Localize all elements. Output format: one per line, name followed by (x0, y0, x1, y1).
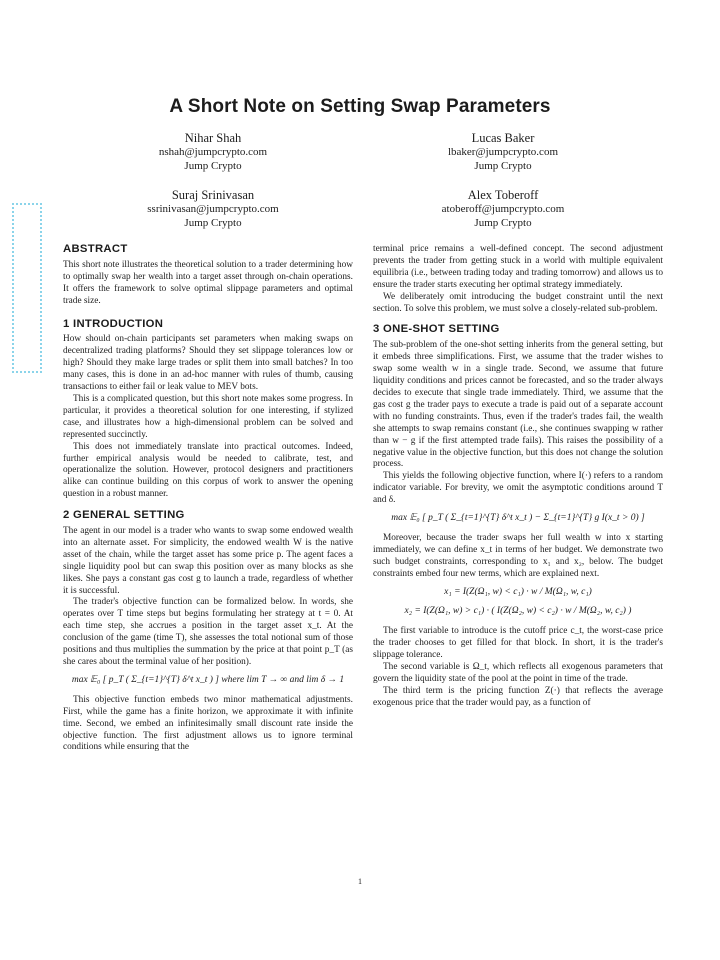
paragraph: The trader's objective function can be formalized below. In words, she operates over T time steps but begins formulating her strategy at t = 0. At each time step, she accrues a position in the target asset x_t. At the conclusion of the game (time T), she assesses the total notional sum of those positions and thus multiplies the summation by the price at that point p_T (as she cares about the terminal value of her position). (63, 597, 353, 667)
paragraph: This is a complicated question, but this short note makes some progress. In particular, it provides a theoretical solution for one interesting, if stylized case, and illustrates how a high-dimensional problem can be solved and represented succinctly. (63, 393, 353, 440)
author-email: nshah@jumpcrypto.com (158, 146, 268, 158)
author-name: Alex Toberoff (467, 188, 539, 202)
author-block (103, 188, 323, 230)
intro-heading: 1 INTRODUCTION (63, 317, 164, 330)
author-affiliation: Jump Crypto (184, 160, 242, 172)
objective-equation: max 𝔼₀ [ p_T ( Σ_{t=1}^{T} δ^t x_t ) ] where lim T → ∞ and lim δ → 1 (71, 674, 345, 685)
author-name: Lucas Baker (471, 131, 535, 145)
page-number: 1 (358, 877, 362, 886)
budget-equation-1: x₁ = I(Z(Ω₁, w) < c₁) · w / M(Ω₁, w, c₁) (444, 586, 592, 597)
budget-equation-2: x₂ = I(Z(Ω₁, w) > c₁) · ( I(Z(Ω₂, w) < c₂) · w / M(Ω₂, w, c₂) ) (404, 606, 632, 617)
paragraph: This objective function embeds two minor mathematical adjustments. First, while the game has a finite horizon, we approximate it with infinite time. Second, we embed an infinitesimally small discount rate inside the objective function. The first adjustment allows us to ignore terminal conditions while ensuring that the (63, 694, 353, 753)
author-block (393, 131, 613, 173)
left-column (63, 244, 353, 754)
oneshot-heading: 3 ONE-SHOT SETTING (373, 323, 500, 336)
selection-marker (12, 203, 42, 373)
paragraph: The third term is the pricing function Z(·) that reflects the average exogenous price that the trader would pay, as a function of (373, 685, 663, 708)
author-email: atoberoff@jumpcrypto.com (441, 203, 565, 215)
author-affiliation: Jump Crypto (474, 217, 532, 229)
general-heading: 2 GENERAL SETTING (63, 509, 185, 522)
paragraph: The second variable is Ω_t, which reflects all exogenous parameters that govern the liquidity state of the pool at the point in time of the trade. (373, 662, 663, 684)
abstract-heading: ABSTRACT (63, 243, 128, 255)
author-affiliation: Jump Crypto (474, 160, 532, 172)
author-block (393, 188, 613, 230)
paragraph: Moreover, because the trader swaps her full wealth w into x starting immediately, we can define x_t in terms of her budget. We demonstrate two such budget constraints, corresponding to x₁ and x₂, below. The budget constraints embed four new terms, which are explained next. (373, 532, 663, 579)
right-column (373, 244, 663, 710)
paragraph: terminal price remains a well-defined concept. The second adjustment prevents the trader from getting stuck in a world with multiple equivalent equilibria (i.e., between trading today and trading tomorrow) and allows us to ensure the trader starts executing her optimal strategy immediately. (373, 244, 663, 290)
paragraph: This does not immediately translate into practical outcomes. Indeed, further empirical analysis would be needed to calibrate, test, and operationalize the solution. However, protocol designers and practitioners alike can continue building on this corpus of work to answer the opening question in a robust manner. (63, 441, 353, 500)
author-block (103, 131, 323, 173)
oneshot-equation: max 𝔼₀ [ p_T ( Σ_{t=1}^{T} δ^t x_t ) − Σ_{t=1}^{T} g I(x_t > 0) ] (391, 513, 645, 524)
paragraph: We deliberately omit introducing the budget constraint until the next section. To solve this problem, we must solve a closely-related sub-problem. (373, 291, 663, 314)
paragraph: The first variable to introduce is the cutoff price c_t, the worst-case price the trader chooses to get filled for that block. In short, it is the trader's slippage tolerance. (373, 626, 663, 661)
paragraph: The sub-problem of the one-shot setting inherits from the general setting, but it embeds three simplifications. First, we assume that the trader wishes to swap some wealth w in a single trade. Second, we assume that future liquidity conditions and prices cannot be forecasted, and so the trader always decides to execute that single trade immediately. Third, we assume that the gas cost g the trader pays to execute a trade is paid out of a separate account with no funding constraints. Thus, even if the trader's trades fail, the wealth she attempts to swap remains constant (i.e., she continues swapping w rather than w − g if the first attempted trade fails). This raises the possibility of a negative value in the objective function, but this does not change the solution process. (373, 340, 663, 470)
paragraph: This yields the following objective function, where I(·) refers to a random indicator variable. For brevity, we omit the asymptotic conditions around T and δ. (373, 471, 663, 506)
paragraph: The agent in our model is a trader who wants to swap some endowed wealth into an alternate asset. For simplicity, the endowed wealth W is the native asset of the chain, while the target asset has some price p. The agent faces a single liquidity pool but can swap this position over as many blocks as she likes. She pays a constant gas cost g to launch a trade, regardless of whether it is successful. (63, 526, 353, 596)
author-email: ssrinivasan@jumpcrypto.com (147, 203, 279, 215)
author-name: Nihar Shah (184, 131, 242, 145)
author-affiliation: Jump Crypto (184, 217, 242, 229)
paper-title: A Short Note on Setting Swap Parameters (169, 96, 551, 117)
paragraph: How should on-chain participants set parameters when making swaps on decentralized trading platforms? Should they set slippage tolerances low or high? Should they make large trades or split them into small batches? In too many cases, this is done in an ad-hoc manner with rules of thumb, causing transactions to either fail or leak value to MEV bots. (63, 334, 353, 393)
author-name: Suraj Srinivasan (171, 188, 255, 202)
author-email: lbaker@jumpcrypto.com (447, 146, 559, 158)
abstract-text: This short note illustrates the theoretical solution to a trader determining how to optimally swap her wealth into a target asset through on-chain operations. It offers the framework to solve optimal slippage parameters and optimal trade size. (63, 259, 353, 306)
